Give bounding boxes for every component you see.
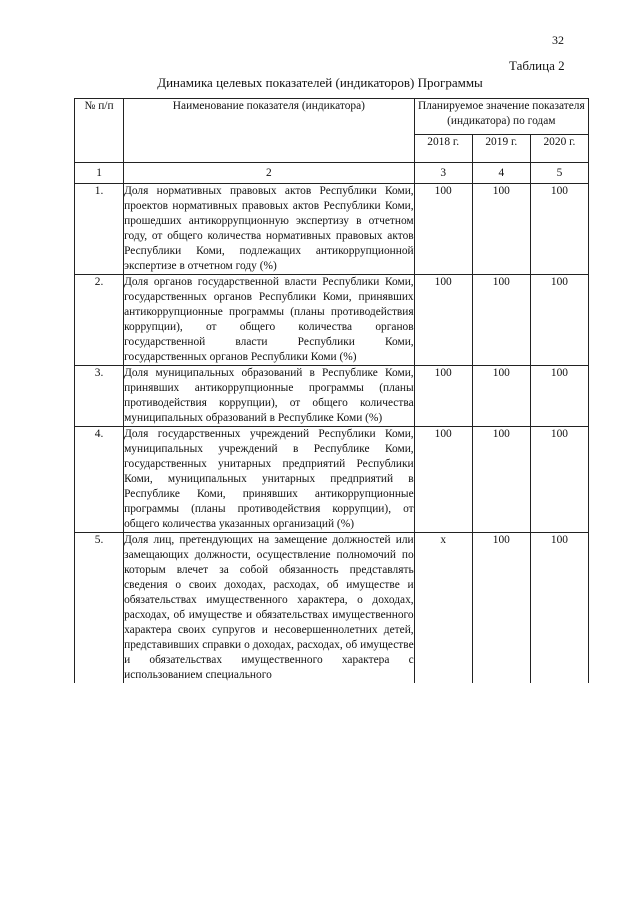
value-2019: 100 (472, 427, 530, 533)
column-index-cell: 5 (530, 163, 588, 184)
indicators-table (74, 98, 589, 683)
value-2018: x (414, 533, 472, 684)
header-row (75, 99, 589, 135)
row-number: 2. (75, 275, 124, 366)
header-planned: Планируемое значение показателя (индикатора) по годам (414, 99, 588, 135)
table-label: Таблица 2 (509, 58, 565, 73)
table-row (75, 184, 589, 275)
table-row (75, 366, 589, 427)
value-2019: 100 (472, 275, 530, 366)
row-number: 1. (75, 184, 124, 275)
table-title: Динамика целевых показателей (индикаторов) Программы (157, 75, 483, 90)
value-2018: 100 (414, 184, 472, 275)
header-name: Наименование показателя (индикатора) (124, 99, 415, 163)
value-2020: 100 (530, 533, 588, 684)
indicator-name: Доля органов государственной власти Республики Коми, государственных органов Республики Коми, принявших антикоррупционные программы (планы противодействия коррупции), от общего количества органов государственной власти Республики Коми, государственных органов Республики Коми (%) (124, 275, 415, 366)
value-2019: 100 (472, 184, 530, 275)
value-2018: 100 (414, 366, 472, 427)
value-2018: 100 (414, 427, 472, 533)
row-number: 3. (75, 366, 124, 427)
column-index-cell: 1 (75, 163, 124, 184)
column-index-cell: 4 (472, 163, 530, 184)
indicator-name: Доля нормативных правовых актов Республики Коми, проектов нормативных правовых актов Республики Коми, прошедших антикоррупционную экспертизу в отчетном году, от общего количества нормативных правовых актов Республики Коми, подлежащих антикоррупционной экспертизе в отчетном году (%) (124, 184, 415, 275)
column-index-cell: 3 (414, 163, 472, 184)
value-2019: 100 (472, 533, 530, 684)
page-number: 32 (552, 33, 564, 47)
value-2020: 100 (530, 184, 588, 275)
indicator-name: Доля муниципальных образований в Республике Коми, принявших антикоррупционные программы (планы противодействия коррупции), от общего количества муниципальных образований в Республике Коми (%) (124, 366, 415, 427)
header-year-2020: 2020 г. (530, 135, 588, 163)
table-row (75, 427, 589, 533)
value-2020: 100 (530, 275, 588, 366)
value-2020: 100 (530, 427, 588, 533)
indicator-name: Доля государственных учреждений Республики Коми, муниципальных учреждений в Республике Коми, государственных унитарных предприятий Республики Коми, муниципальных унитарных предприятий в Республике Коми, принявших антикоррупционные программы (планы противодействия коррупции), от общего количества указанных организаций (%) (124, 427, 415, 533)
header-year-2018: 2018 г. (414, 135, 472, 163)
value-2019: 100 (472, 366, 530, 427)
column-index-row (75, 163, 589, 184)
row-number: 4. (75, 427, 124, 533)
value-2020: 100 (530, 366, 588, 427)
indicator-name: Доля лиц, претендующих на замещение должностей или замещающих должности, осуществление полномочий по которым влечет за собой обязанность представлять сведения о своих доходах, расходах, об имуществе и обязательствах имущественного характера, о доходах, расходах, об имуществе и обязательствах имущественного характера своих супругов и несовершеннолетних детей, представивших справки о доходах, расходах, об имуществе и обязательствах имущественного характера с использованием специального (124, 534, 414, 681)
value-2018: 100 (414, 275, 472, 366)
table-row (75, 275, 589, 366)
header-year-2019: 2019 г. (472, 135, 530, 163)
header-num: № п/п (75, 99, 124, 163)
table-row (75, 533, 589, 684)
column-index-cell: 2 (124, 163, 415, 184)
row-number: 5. (75, 533, 124, 684)
